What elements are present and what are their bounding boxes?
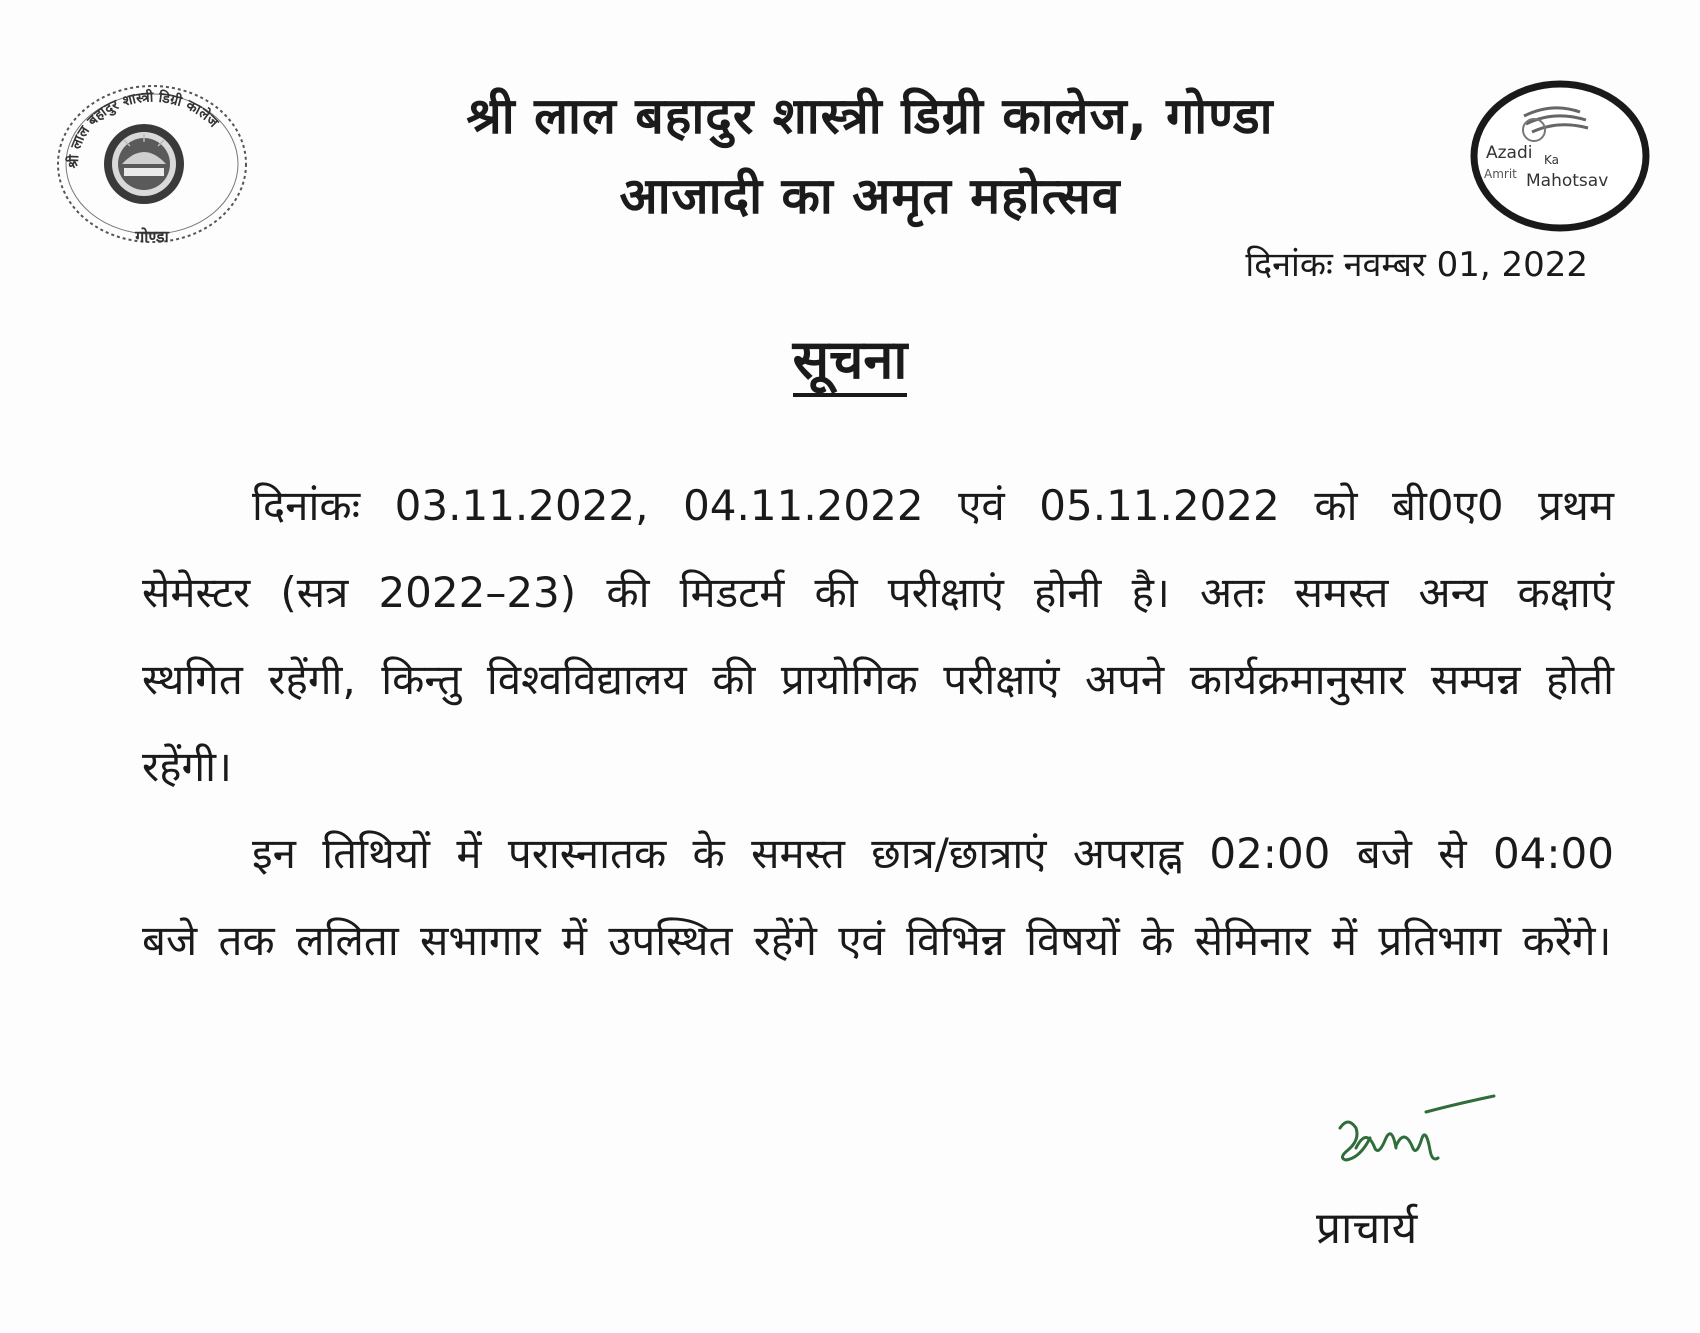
azadi-ka-amrit-mahotsav-logo — [1462, 76, 1658, 236]
notice-heading — [0, 320, 1700, 394]
seal-ring-text: श्री लाल बहादुर शास्त्री डिग्री कालेज — [65, 89, 222, 169]
notice-heading-text: सूचना — [793, 328, 908, 397]
notice-date: दिनांकः नवम्बर 01, 2022 — [1245, 245, 1588, 285]
seal-city: गोण्डा — [135, 227, 169, 246]
notice-paragraph-2: इन तिथियों में परास्नातक के समस्त छात्र/छात्राएं अपराह्न 02:00 बजे से 04:00 बजे तक ललिता सभागार में उपस्थित रहेंगे एवं विभिन्न विषयों के सेमिनार में प्रतिभाग करेंगे। — [142, 829, 1614, 965]
logo-line-ka: Ka — [1544, 153, 1560, 167]
principal-signature — [1326, 1088, 1506, 1188]
signatory-title: प्राचार्य — [1316, 1203, 1418, 1254]
college-name: श्री लाल बहादुर शास्त्री डिग्री कालेज, गोण्डा — [466, 87, 1274, 145]
college-seal-icon — [52, 82, 252, 250]
logo-line-azadi: Azadi — [1486, 143, 1533, 163]
header-subtitle: आजादी का अमृत महोत्सव — [619, 167, 1121, 225]
logo-line-amrit: Amrit — [1484, 167, 1517, 181]
logo-line-mahotsav: Mahotsav — [1526, 171, 1609, 191]
notice-paragraph-1: दिनांकः 03.11.2022, 04.11.2022 एवं 05.11.2022 को बी0ए0 प्रथम सेमेस्टर (सत्र 2022–23) की मिडटर्म की परीक्षाएं होनी है। अतः समस्त अन्य कक्षाएं स्थगित रहेंगी, किन्तु विश्वविद्यालय की प्रायोगिक परीक्षाएं अपने कार्यक्रमानुसार सम्पन्न होती रहेंगी। — [142, 481, 1615, 791]
